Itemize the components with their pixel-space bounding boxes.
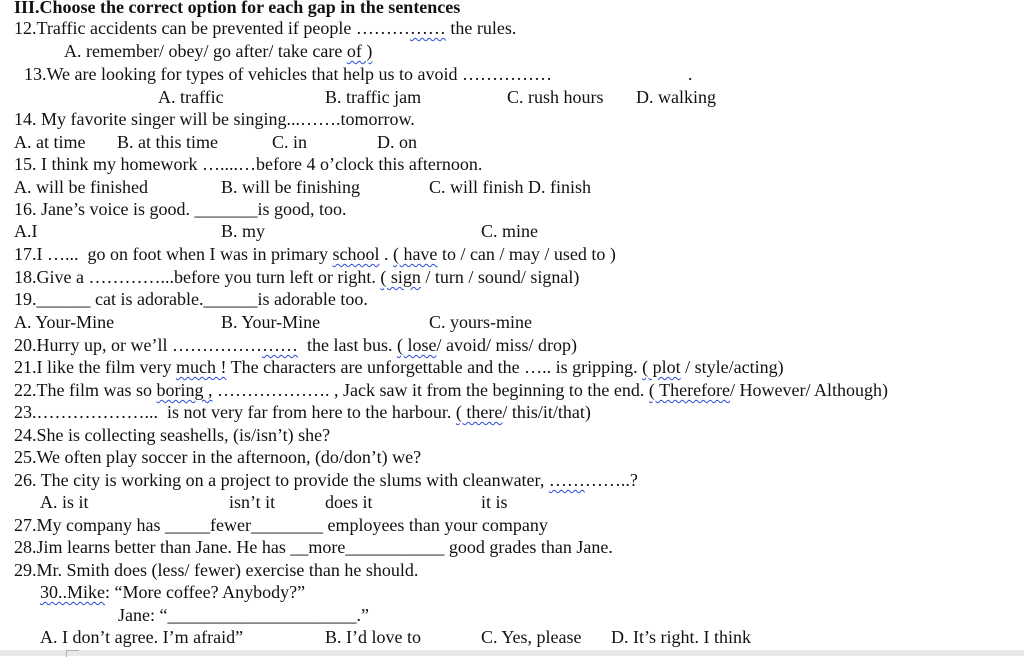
q30-end: .” [356,605,369,625]
question-20 [14,334,577,356]
q12-opt-a: A. remember/ obey/ go after/ take care [64,41,347,61]
question-13: 13.We are looking for types of vehicles that help us to avoid …………… [24,64,552,84]
q23-there: ( there [455,402,503,422]
q20-text-c: the last bus. [297,335,397,355]
q28-answer: __more___________ [290,537,445,557]
q27-text-c: employees than your company [322,515,548,535]
q18-text-a: 18.Give a …………...before you turn left or right. [14,267,381,287]
q12-text-a: 12.Traffic accidents can be prevented if people ……… [14,18,410,38]
question-28 [14,536,613,558]
q17-text-e: to / can / may / used to ) [437,244,616,264]
question-18 [14,266,579,288]
q27-text-a: 27.My company has [14,515,165,535]
q13-option-a: A. traffic [158,87,224,107]
q22-boring: boring , [156,380,213,400]
q22-text-e: / However/ Although) [730,380,889,400]
q21-text-c: The characters are unforgettable and the ….. is gripping. [226,357,643,377]
q21-text-e: / style/acting) [680,357,784,377]
q13-option-b: B. traffic jam [325,87,422,107]
q16-text-c: is good, too. [257,199,347,219]
q14-option-d: D. on [377,132,417,152]
q23-text-a: 23.………………... is not very far from here to the harbour. [14,402,456,422]
q26-gap: …… [548,470,585,490]
q14-option-a: A. at time [14,132,86,152]
q17-text-a: 17.I …... go on foot when I was in primary [14,244,333,264]
q12-opt-b: of ) [346,41,373,61]
q30-jane-line [118,604,369,626]
q28-text-a: 28.Jim learns better than Jane. He has [14,537,291,557]
q27-answer: _____fewer________ [164,515,323,535]
q21-much: much ! [175,357,227,377]
q14-option-b: B. at this time [117,132,218,152]
q30-option-d: D. It’s right. I think [611,627,751,647]
q18-text-c: / turn / sound/ signal) [420,267,580,287]
q16-gap: _______ [194,199,258,219]
q20-lose: ( lose [396,335,437,355]
question-16 [14,198,347,220]
q20-gap: …… [261,335,298,355]
question-12 [14,17,516,39]
question-25: 25.We often play soccer in the afternoon, (do/don’t) we? [14,447,422,467]
question-14: 14. My favorite singer will be singing...…….tomorrow. [14,109,415,129]
q30-blank: _____________________ [167,605,357,625]
q26-option-a: A. is it [40,492,89,512]
q19-option-a: A. Your-Mine [14,312,115,332]
q28-text-c: good grades than Jane. [444,537,613,557]
page-bottom-edge [0,650,1024,656]
q30-option-b: B. I’d love to [325,627,421,647]
q16-text-a: 16. Jane’s voice is good. [14,199,195,219]
q20-text-e: / avoid/ miss/ drop) [436,335,577,355]
q19-option-c: C. yours-mine [429,312,532,332]
q13-dot: . [688,64,693,84]
q19-option-b: B. Your-Mine [221,312,321,332]
question-30 [40,581,305,603]
q12-options [64,40,372,62]
question-24: 24.She is collecting seashells, (is/isn’t) she? [14,425,331,445]
q16-option-b: B. my [221,221,266,241]
question-26 [14,469,638,491]
q20-text-a: 20.Hurry up, or we’ll …………… [14,335,262,355]
q30-text-b: : “More coffee? Anybody?” [105,582,306,602]
q26-option-d: it is [481,492,508,512]
q15-option-b: B. will be finishing [221,177,360,197]
q17-text-c: . [379,244,393,264]
q12-gap: …… [409,18,446,38]
q30-mike: 30..Mike [40,582,105,602]
q22-therefore: ( Therefore [648,380,731,400]
q15-option-cd: C. will finish D. finish [429,177,592,197]
q22-text-a: 22.The film was so [14,380,157,400]
section-title: III.Choose the correct option for each gap in the sentences [14,0,461,17]
question-19: 19.______ cat is adorable.______is adorable too. [14,289,368,309]
q30-jane: Jane: “ [118,605,168,625]
question-23 [14,401,591,423]
question-29: 29.Mr. Smith does (less/ fewer) exercise than he should. [14,560,419,580]
q26-option-b: isn’t it [229,492,276,512]
q17-school: school [332,244,380,264]
q13-option-c: C. rush hours [507,87,604,107]
q26-text-a: 26. The city is working on a project to provide the slums with cleanwater, [14,470,549,490]
q14-option-c: C. in [272,132,308,152]
q30-option-a: A. I don’t agree. I’m afraid” [40,627,244,647]
question-21 [14,356,784,378]
question-17 [14,243,616,265]
q21-text-a: 21.I like the film very [14,357,176,377]
q16-option-c: C. mine [481,221,538,241]
q21-plot: ( plot [642,357,681,377]
q26-text-c: ……..? [584,470,638,490]
q18-sign: ( sign [380,267,421,287]
question-22 [14,379,888,401]
q30-option-c: C. Yes, please [481,627,582,647]
question-27 [14,514,548,536]
q16-option-a: A.I [14,221,38,241]
question-15: 15. I think my homework …....…before 4 o’clock this afternoon. [14,154,483,174]
q22-text-c: ………………. , Jack saw it from the beginning to the end. [212,380,649,400]
q17-have: ( have [392,244,438,264]
q13-option-d: D. walking [636,87,716,107]
q15-option-a: A. will be finished [14,177,148,197]
q12-text-c: the rules. [445,18,517,38]
q26-option-c: does it [325,492,373,512]
q23-text-c: / this/it/that) [502,402,591,422]
